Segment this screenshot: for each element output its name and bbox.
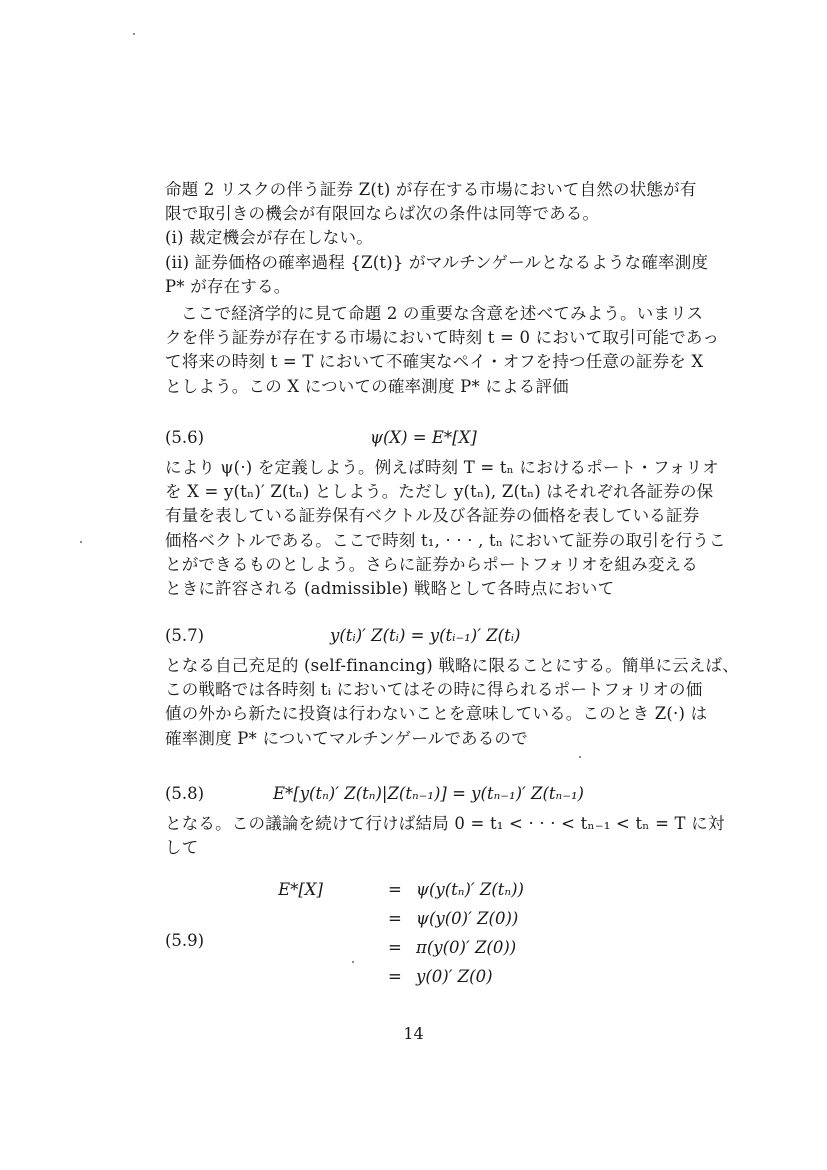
equation-rhs: π(y(0)′ Z(0)) <box>416 938 517 957</box>
text-line: ときに許容される (admissible) 戦略として各時点において <box>165 579 615 599</box>
text-line: を X = y(tₙ)′ Z(tₙ) としよう。ただし y(tₙ), Z(tₙ) はそれぞれ各証券の保 <box>165 482 714 502</box>
page-number: 14 <box>403 1024 424 1043</box>
text-line: (ii) 証券価格の確率過程 {Z(t)} がマルチンゲールとなるような確率測度 <box>165 252 709 272</box>
text-line: (i) 裁定機会が存在しない。 <box>165 228 373 248</box>
text-line: 価格ベクトルである。ここで時刻 t₁, · · · , tₙ において証券の取引を行うこ <box>165 530 726 550</box>
text-line: とができるものとしよう。さらに証券からポートフォリオを組み変える <box>165 554 698 574</box>
text-line: 命題 2 リスクの伴う証券 Z(t) が存在する市場において自然の状態が有 <box>165 180 697 199</box>
paragraph-1 <box>165 302 720 399</box>
text-line: て将来の時刻 t = T において不確実なペイ・オフを持つ任意の証券を X <box>165 352 704 372</box>
text-line: 限で取引きの機会が有限回ならば次の条件は同等である。 <box>165 204 600 224</box>
equation-rhs: ψ(y(0)′ Z(0)) <box>416 909 519 928</box>
text-line: この戦略では各時刻 tᵢ においてはその時に得られるポートフォリオの価 <box>165 680 703 700</box>
equation-body: E*[y(tₙ)′ Z(tₙ)|Z(tₙ₋₁)] = y(tₙ₋₁)′ Z(tₙ₋₁) <box>273 784 584 803</box>
equation-body: y(tᵢ)′ Z(tᵢ) = y(tᵢ₋₁)′ Z(tᵢ) <box>330 626 521 645</box>
scan-speck <box>352 961 354 963</box>
text-line: して <box>165 838 199 858</box>
scan-speck <box>80 541 82 543</box>
proposition-2 <box>165 178 709 299</box>
text-line: 確率測度 P* についてマルチンゲールであるので <box>165 728 528 748</box>
text-line: ここで経済学的に見て命題 2 の重要な含意を述べてみよう。いまリス <box>181 304 704 323</box>
equation-relation: = <box>388 967 402 986</box>
text-line: P* が存在する。 <box>165 276 291 296</box>
equation-relation: = <box>388 880 402 899</box>
scan-speck <box>133 33 135 35</box>
equation-number: (5.8) <box>165 784 205 803</box>
equation-lhs: E*[X] <box>278 880 323 899</box>
text-line: 有量を表している証券保有ベクトル及び各証券の価格を表している証券 <box>165 506 700 526</box>
text-line: により ψ(·) を定義しよう。例えば時刻 T = tₙ におけるポート・フォリオ <box>165 458 719 477</box>
equation-rhs: y(0)′ Z(0) <box>416 967 493 986</box>
paragraph-2 <box>165 456 726 601</box>
paragraph-4 <box>165 812 725 860</box>
text-line: となる。この議論を続けて行けば結局 0 = t₁ < · · · < tₙ₋₁ < tₙ = T に対 <box>165 814 725 833</box>
equation-number: (5.9) <box>165 931 205 950</box>
equation-5-8 <box>165 784 685 810</box>
equation-rhs: ψ(y(tₙ)′ Z(tₙ)) <box>416 880 524 899</box>
text-line: 値の外から新たに投資は行わないことを意味している。このとき Z(·) は <box>165 704 708 724</box>
equation-relation: = <box>388 938 402 957</box>
equation-5-7 <box>165 626 685 652</box>
equation-5-6 <box>165 428 685 454</box>
equation-number: (5.7) <box>165 626 205 645</box>
text-line: としよう。この X についての確率測度 P* による評価 <box>165 376 569 396</box>
text-line: となる自己充足的 (self-financing) 戦略に限ることにする。簡単に云えば、 <box>165 656 739 675</box>
equation-number: (5.6) <box>165 428 205 447</box>
scan-speck <box>579 756 581 758</box>
equation-relation: = <box>388 909 402 928</box>
text-line: クを伴う証券が存在する市場において時刻 t = 0 において取引可能であっ <box>165 328 720 348</box>
paragraph-3 <box>165 654 739 751</box>
equation-body: ψ(X) = E*[X] <box>370 428 477 447</box>
